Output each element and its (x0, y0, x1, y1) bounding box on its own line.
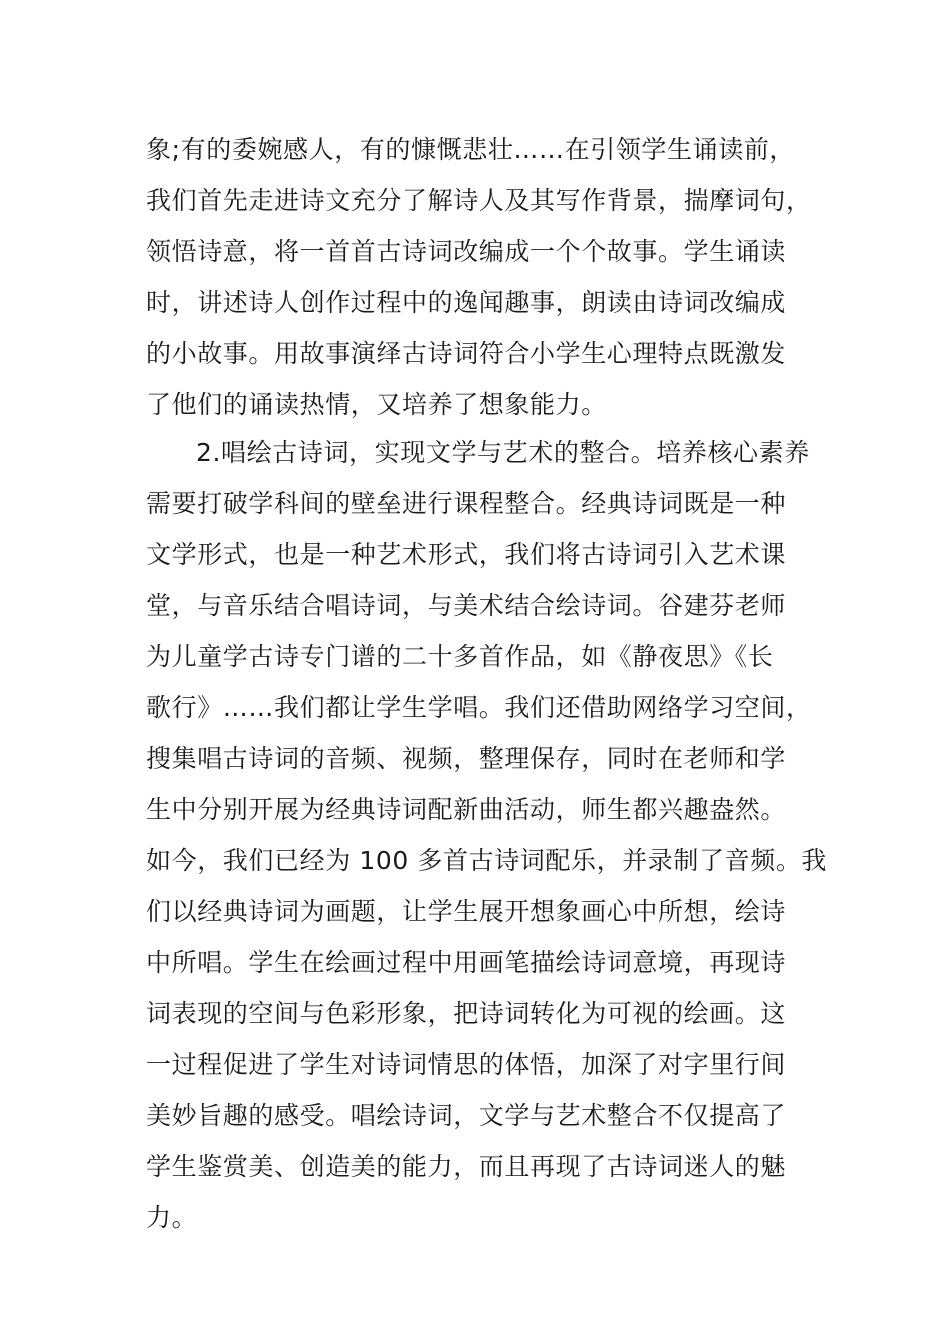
paragraph-line: 词表现的空间与色彩形象，把诗词转化为可视的绘画。这 (146, 999, 787, 1028)
paragraph-line: 领悟诗意，将一首首古诗词改编成一个个故事。学生诵读 (146, 237, 787, 266)
paragraph-line: 文学形式，也是一种艺术形式，我们将古诗词引入艺术课 (146, 540, 787, 569)
paragraph-line: 象;有的委婉感人，有的慷慨悲壮……在引领学生诵读前， (146, 135, 796, 164)
paragraph-line: 美妙旨趣的感受。唱绘诗词，文学与艺术整合不仅提高了 (146, 1101, 787, 1130)
paragraph-line: 我们首先走进诗文充分了解诗人及其写作背景，揣摩词句， (146, 186, 812, 215)
paragraph-line: 生中分别开展为经典诗词配新曲活动，师生都兴趣盎然。 (146, 795, 787, 824)
paragraph-line: 的小故事。用故事演绎古诗词符合小学生心理特点既激发 (146, 339, 787, 368)
paragraph-line: 搜集唱古诗词的音频、视频，整理保存，同时在老师和学 (146, 744, 787, 773)
paragraph-line: 需要打破学科间的壁垒进行课程整合。经典诗词既是一种 (146, 489, 787, 518)
paragraph-line: 如今，我们已经为 100 多首古诗词配乐，并录制了音频。我 (146, 846, 828, 875)
paragraph-line: 学生鉴赏美、创造美的能力，而且再现了古诗词迷人的魅 (146, 1152, 787, 1181)
paragraph-line: 为儿童学古诗专门谱的二十多首作品，如《静夜思》《长 (146, 642, 774, 671)
paragraph-line: 堂，与音乐结合唱诗词，与美术结合绘诗词。谷建芬老师 (146, 591, 787, 620)
paragraph-line: 了他们的诵读热情，又培养了想象能力。 (146, 390, 607, 419)
paragraph-line: 一过程促进了学生对诗词情思的体悟，加深了对字里行间 (146, 1050, 787, 1079)
paragraph-line: 力。 (146, 1203, 198, 1232)
paragraph-line: 2.唱绘古诗词，实现文学与艺术的整合。培养核心素养 (196, 438, 810, 467)
paragraph-line: 歌行》……我们都让学生学唱。我们还借助网络学习空间， (146, 693, 812, 722)
paragraph-line: 中所唱。学生在绘画过程中用画笔描绘诗词意境，再现诗 (146, 948, 787, 977)
paragraph-line: 时，讲述诗人创作过程中的逸闻趣事，朗读由诗词改编成 (146, 288, 787, 317)
paragraph-line: 们以经典诗词为画题，让学生展开想象画心中所想，绘诗 (146, 897, 787, 926)
